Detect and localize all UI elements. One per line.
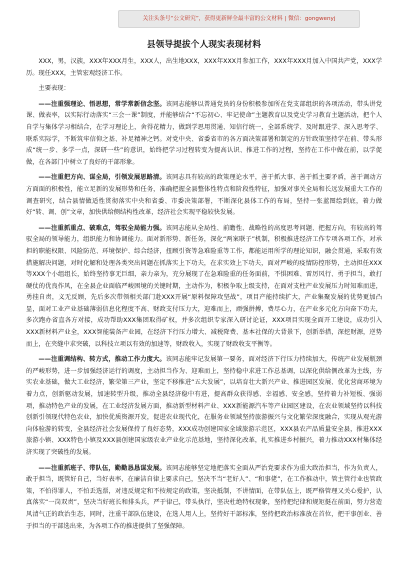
paragraph-lead: ——注重强理论、悟思想，常学常新信念坚。 xyxy=(38,100,166,108)
intro-paragraph: XXX，男，汉族，XXX年XXX月生，XXX人，出生地XXX，XXX年XXX月参加工作，XXX年XXX月加入中国共产党，XXX学历。现任XXX，主管宏观经济工作。 xyxy=(26,58,382,77)
paragraph-text: 该同志能牢记发展第一要务，面对经济下行压力持续加大，传统产业发展瓶颈的严峻形势，进一步加强经济运行的调度，主动担当作为、迎难而上，坚持稳中求进工作总基调，以深化供给侧改革为主线，夯实农业基础，做大工业经济，繁荣第三产业，坚定不移推进“五大发展”，以培育壮大新兴产业、推进园区发展、优化营商环境为着力点，创新驱动发展，加速转型升级，推动全县经济稳中有进，提高群众获得感、幸福感、安全感，坚持着力补短板、强弱项，推动特色产业的发展，在工业经济发展方面，推动新型材料产业、XXX新能源汽车等产业园区建设，在农业领域坚持以科技创新引领现代特色农业，加快优质资源开发，促进农业现代化，在服务业领域坚持旅游振兴与文化繁荣深度融合，实现从观光游向体验游的转变，全县经济社会发展保持了良好态势，XXX成功创建国家全域旅游示范区，XXX县农产品质量安全县，推进XXX旅游小镇、XXX特色小镇及XXX县创建国家级农业产业化示范基地，坚持深化改革，扎实推进乡村振兴，着力推动XXX村集体经济实现了突破性的发展。 xyxy=(26,356,383,456)
paragraph-2 xyxy=(26,172,382,218)
paragraph-lead: ——注重抓班子、带队伍，勤勤恳恳谋发展。 xyxy=(38,464,166,472)
paragraph-1 xyxy=(26,99,382,169)
paragraph-text: 该同志能从全局性、前瞻性、战略性的高度思考问题、把握方向，有较高的驾驭全局的领导能力，组织能力和协调能力。面对新形势、新任务，深化“两案联子”机制，积极推进经济工作专项各项工作，对承担的职能权限、风险防范、环境保护、综合经济，扭顾引资等急难险重等工作，都能运用所学的理论知识，融会贯通，采取有效措施解决问题，对时化解和处理各类突出问题在抓落实上下功夫，在求实效上下功夫，面对严峻的疫情防控形势，主动担任XXX等XXX个小组组长，始终坚持事无巨细，亲力亲为，充分展现了在急难险重的任务面前，不惧困难、雷厉风行、勇于担当，敢打硬仗的优良作风，在全县企业面临严峻困境的关键时期，主动作为，积极争取上级支持，在面对支柱产业发展压力时知难而进，勇挂自责，义无反顾，先后多次带领相关部门赴XXX开展“原料保障攻坚战”，项目产能持续扩大，产业集聚发展的优势更加凸显，面对工业产业基础薄弱信息化程度不高、财政支付压力大，迎难而上，顽强拼搏，费尽心力，在产业多元化方向奋下功夫，多次跑办省直各方对接，成功帮助XXX集团取得矿权，并多次组织专家深入研讨论证，XXX项目实现全面开工建设，成功引入XXX新材料产业全，XXX智能装备产业园，在经济下行压力增大、减税降费、基本社保的大背景下，创新举措，深挖财源，逆势而上，在夹缝中求突破，以科技立项以有效的加速等，财政收入，实现了财政收支平衡等。 xyxy=(26,224,383,348)
paragraph-lead: ——注重抓重点、破难点，驾驭全局能力强。 xyxy=(38,224,166,232)
paragraph-text: 该同志能够以普通党员的身份积极参加所在党支部组织的各项活动，带头讲党课、做表率，以实际行动落实“三会一课”制度，并能够结合“不忘初心、牢记使命”主题教育以及党史学习教育主题活动，把个人自学与集体学习相结合，在学习理论上，舍得花精力，做到学思用贯通、知信行统一，全部系统学、及时跟进学、深入思考学、联系实际学，不断筑牢信仰之基、补足精神之钙。对党中央、省委省市的各方面决策部署和制定的方针政策坚持学在前、带头形成“统一步、多学一点，深研一些”的意识，始终把学习过程转变为提高认识、推进工作的过程，坚持在工作中做在前，以学促做，在各部门中树立了良好的干部形象。 xyxy=(26,100,383,166)
section-heading: 主要表现： xyxy=(38,85,70,93)
paragraph-text: 该同志具有较高的政策理论水平，善于抓大事、善于抓主要矛盾，善于调动方方面面的积极性，能立足新的发展形势和任务，准确把握全县整体性特点和阶段性特征，加强对事关全局和长远发展重大工作的调查研究，结合县情做适性贯彻落实中央和省委、市委决策部署，不断深化县体工作的布局，坚持一张蓝图绘到底，着力做好“转、调、创”文章，加快供给侧结构性改革，经济社会实现平稳较快发展。 xyxy=(26,174,383,217)
paragraph-lead: ——注重调结构、转方式，推动工作力度大。 xyxy=(38,356,166,364)
document-body xyxy=(26,56,382,535)
promo-banner: 关注头条号“公文研究”，获得更新鲜全最丰富的公文材料 | 微信：gongwenyj xyxy=(118,10,360,28)
document-title: 县领导提拔个人现实表现材料 xyxy=(146,40,262,50)
paragraph-4 xyxy=(26,354,382,458)
paragraph-3 xyxy=(26,223,382,351)
paragraph-text: 该同志能够坚定地把落实全面从严治党要求作为重大政治担当，作为负责人，敢于担当，既管好自己，当好表率，在廉洁自律上要求自己，坚决不当“老好人”、“和事佬”，在工作推动中，管主管行业也管政策，不怕得罪人，不怕丢选票，对违反规定和不按规定的政策，坚决抵制，不讲情面，在带队伍上，既严格管理又关心爱护，认真落实“一岗双责”，坚决当好班长和排头兵，严于律己，带头执行，坚决杜绝特权现象，坚持把纪律和规矩挺在前面，努力营造风清气正的政治生态，同时，注重干部队伍建设，在选人用人上，坚持好干部标准，坚持把政治标准放在首位，把干事创业、善于担当的干部选出来，为各项工作的推进提供了坚强保障。 xyxy=(26,464,383,530)
paragraph-lead: ——注重把方向、谋全局，引领发展思路清。 xyxy=(38,174,166,182)
paragraph-5 xyxy=(26,463,382,533)
